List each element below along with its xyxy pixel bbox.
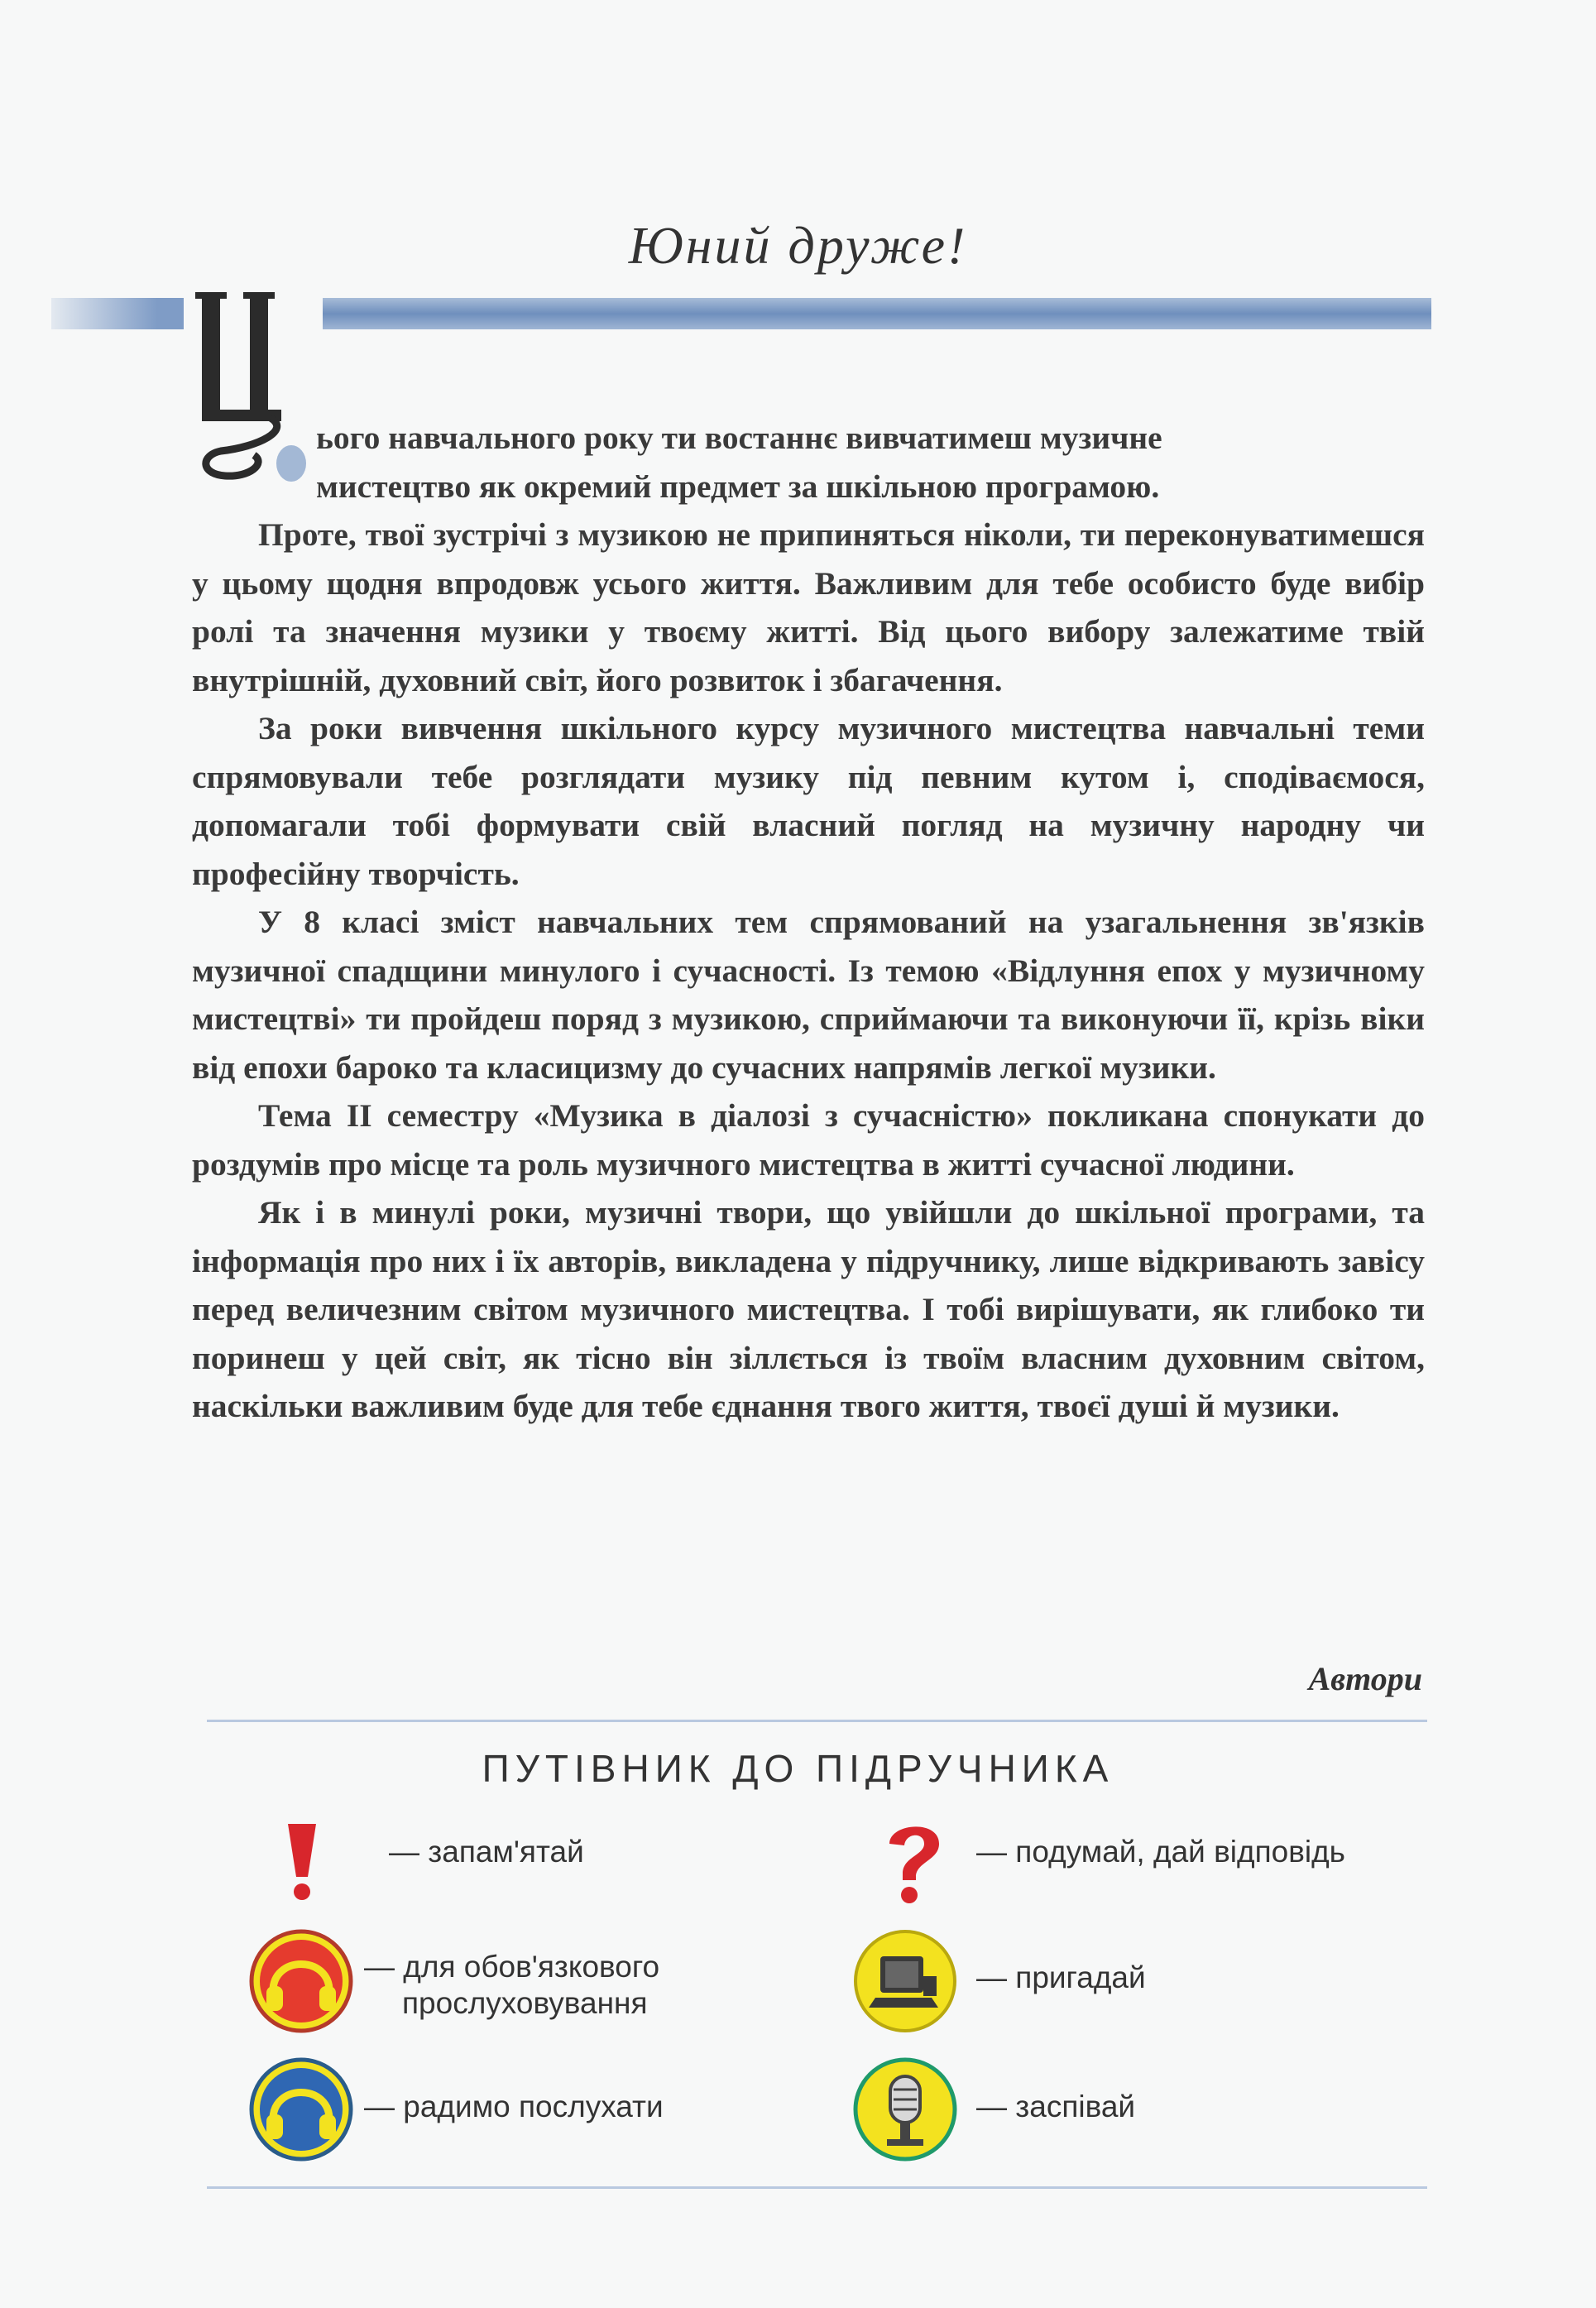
divider-top xyxy=(207,1720,1427,1722)
legend-mandatory-listening xyxy=(364,1949,659,2022)
microphone-icon xyxy=(852,2056,958,2162)
red-headphones-icon xyxy=(248,1928,354,2034)
intro-paragraph xyxy=(192,414,1425,511)
paragraph: Тема II семестру «Музика в діалозі з сучасністю» покликана спонукати до роздумів про місце та роль музичного мистецтва в житті сучасної людини. xyxy=(192,1097,1425,1183)
computer-icon xyxy=(852,1928,958,2034)
signature: Автори xyxy=(1308,1660,1422,1697)
paragraph: За роки вивчення шкільного курсу музичного мистецтва навчальні теми спрямовували тебе розглядати музику під певним кутом і, сподіваємося, допомагали тобі формувати свій власний погляд на музичну народну чи професійну творчість. xyxy=(192,710,1425,892)
blue-headphones-icon xyxy=(248,2056,354,2162)
paragraph: Як і в минулі роки, музичні твори, що увійшли до шкільної програми, та інформація про них і їх авторів, викладена у підручнику, лише відкривають завісу перед величезним світом музичного мистецтва. І тобі вирішувати, як глибоко ти поринеш у цей світ, як тісно він зіллється із твоїм власним духовним світом, наскільки важливим буде для тебе єднання твого життя, твоєї душі й музики. xyxy=(192,1194,1425,1424)
question-icon xyxy=(881,1819,947,1905)
legend-sing: — заспівай xyxy=(976,2090,1136,2123)
intro-line-1: ього навчального року ти востаннє вивчатимеш музичне xyxy=(316,420,1162,456)
paragraph: У 8 класі зміст навчальних тем спрямований на узагальнення зв'язків музичної спадщини минулого і сучасності. Із темою «Відлуння епох у музичному мистецтві» ти пройдеш поряд з музикою, сприймаючи та виконуючи її, крізь віки від епохи бароко та класицизму до сучасних напрямів легкої музики. xyxy=(192,904,1425,1086)
legend-mandatory-line-2: прослуховування xyxy=(402,1986,648,2020)
decorative-band-left xyxy=(51,298,184,329)
guide-title: ПУТІВНИК ДО ПІДРУЧНИКА xyxy=(482,1747,1114,1790)
body-text xyxy=(192,414,1425,1431)
legend-recommended-listening: — радимо послухати xyxy=(364,2090,664,2123)
legend-mandatory-line-1: — для обов'язкового xyxy=(364,1950,660,1984)
divider-bottom xyxy=(207,2186,1427,2189)
decorative-band-right xyxy=(323,298,1431,329)
paragraph: Проте, твої зустрічі з музикою не припиняться ніколи, ти переконуватимешся у цьому щодня впродовж усього життя. Важливим для тебе особисто буде вибір ролі та значення музики у твоєму житті. Від цього вибору залежатиме твій внутрішній, духовний світ, його розвиток і збагачення. xyxy=(192,516,1425,698)
legend-think-answer: — подумай, дай відповідь xyxy=(976,1835,1345,1869)
legend-recall: — пригадай xyxy=(976,1960,1146,1994)
page-title: Юний друже! xyxy=(628,216,968,275)
legend-remember: — запам'ятай xyxy=(389,1835,584,1869)
exclamation-icon xyxy=(281,1821,323,1903)
intro-line-2: мистецтво як окремий предмет за шкільною програмою. xyxy=(316,468,1160,505)
